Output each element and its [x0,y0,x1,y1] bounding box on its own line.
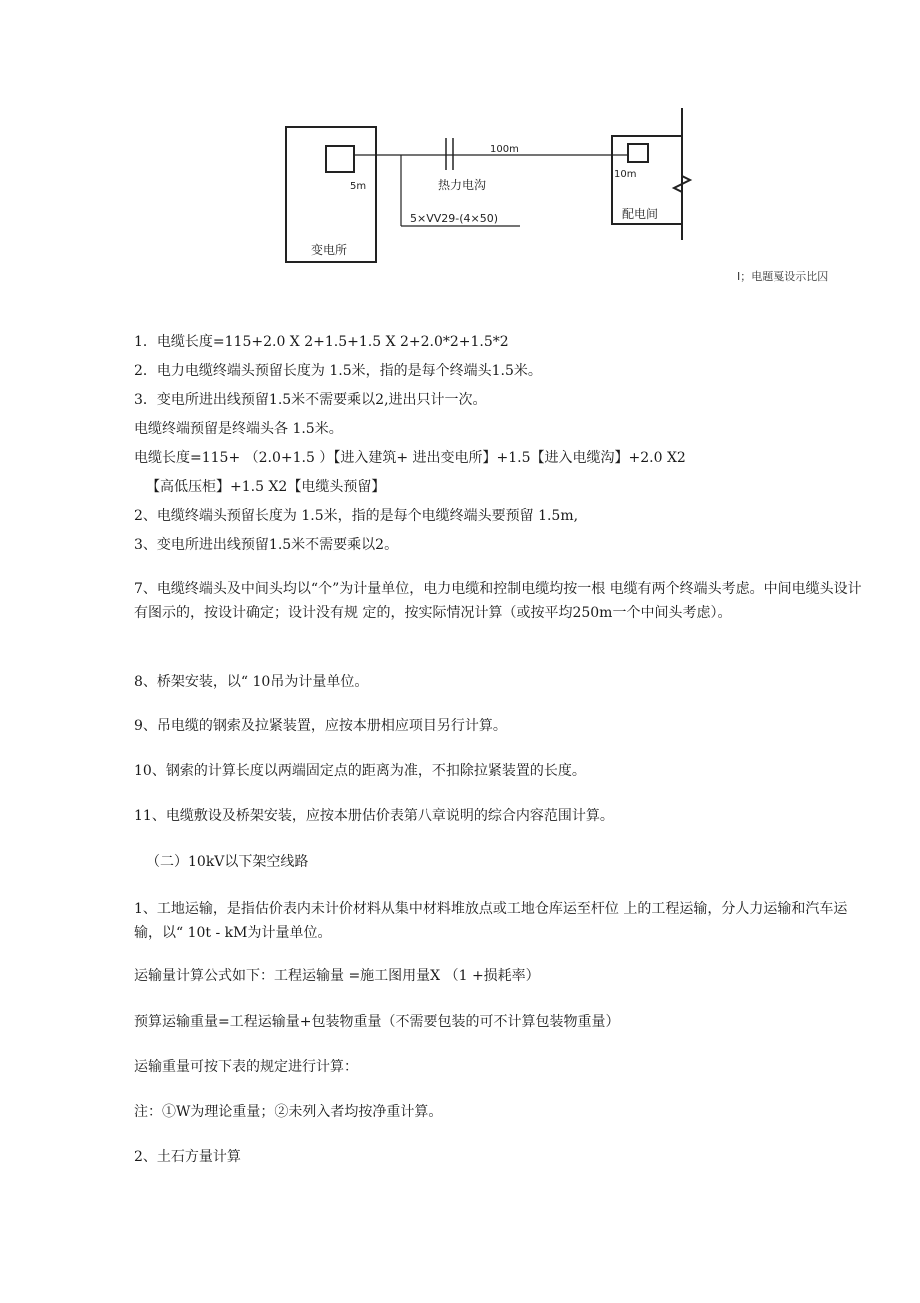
text-line: 1．电缆长度=115+2.0 X 2+1.5+1.5 X 2+2.0*2+1.5*2 [134,334,509,350]
distribution-label: 配电间 [622,207,659,221]
wall-break-line [674,108,690,240]
text-line: 3．变电所进出线预留1.5米不需要乘以2,进出只计一次。 [134,392,487,408]
diagram-svg [270,100,700,275]
text-line: 3、变电所进出线预留1.5米不需要乘以2。 [134,537,399,553]
distribution-inner-box [628,144,648,162]
substation-box [286,127,376,262]
paragraph-10: 10、钢索的计算长度以两端固定点的距离为准，不扣除拉紧装置的长度。 [134,763,586,779]
text-line: 【高低压柜】+1.5 X2【电缆头预留】 [146,479,386,495]
section-heading: （二）10kV以下架空线路 [146,854,309,870]
paragraph-8: 8、桥架安装，以“ 10吊为计量单位。 [134,674,369,690]
figure-caption: I；电题戛设示比囚 [737,270,829,283]
formula-transport: 运输量计算公式如下：工程运输量 =施工图用量X （1 +损耗率） [134,968,540,984]
paragraph-7: 7、电缆终端头及中间头均以“个”为计量单位，电力电缆和控制电缆均按一根 电缆有两个终端头考虑。中间电缆头设计有图示的，按设计确定；设计没有规 定的，按实际情况计算（或按平均250m一个中间头考虑）。 [134,581,862,621]
substation-label: 变电所 [311,243,348,257]
cable-layout-diagram [270,100,700,275]
paragraph-11: 11、电缆敷设及桥架安装，应按本册估价表第八章说明的综合内容范围计算。 [134,808,614,824]
text-line: 2．电力电缆终端头预留长度为 1.5米，指的是每个终端头1.5米。 [134,363,542,379]
section-earthwork: 2、土石方量计算 [134,1149,241,1165]
distribution-dist-label: 10m [614,169,637,180]
note: 注：①W为理论重量；②未列入者均按净重计算。 [134,1104,443,1120]
substation-dist-label: 5m [350,181,367,192]
text-line: 2、电缆终端头预留长度为 1.5米，指的是每个电缆终端头要预留 1.5m, [134,508,579,524]
table-reference: 运输重量可按下表的规定进行计算： [134,1059,358,1075]
paragraph-transport: 1、工地运输，是指估价表内未计价材料从集中材料堆放点或工地仓库运至杆位 上的工程运输，分人力运输和汽车运输，以“ 10t - kM为计量单位。 [134,901,848,941]
trench-label: 热力电沟 [438,178,487,192]
length-label: 100m [490,144,519,155]
formula-weight: 预算运输重量=工程运输量+包装物重量（不需要包装的可不计算包装物重量） [134,1014,620,1030]
substation-inner-box [326,146,354,172]
text-line: 电缆终端预留是终端头各 1.5米。 [134,421,343,437]
paragraph-9: 9、吊电缆的钢索及拉紧装置，应按本册相应项目另行计算。 [134,718,507,734]
cable-spec-label: 5×VV29-(4×50) [410,212,499,225]
text-line: 电缆长度=115+ （2.0+1.5 ）【进入建筑+ 进出变电所】+1.5【进入电缆沟】+2.0 X2 [134,450,686,466]
